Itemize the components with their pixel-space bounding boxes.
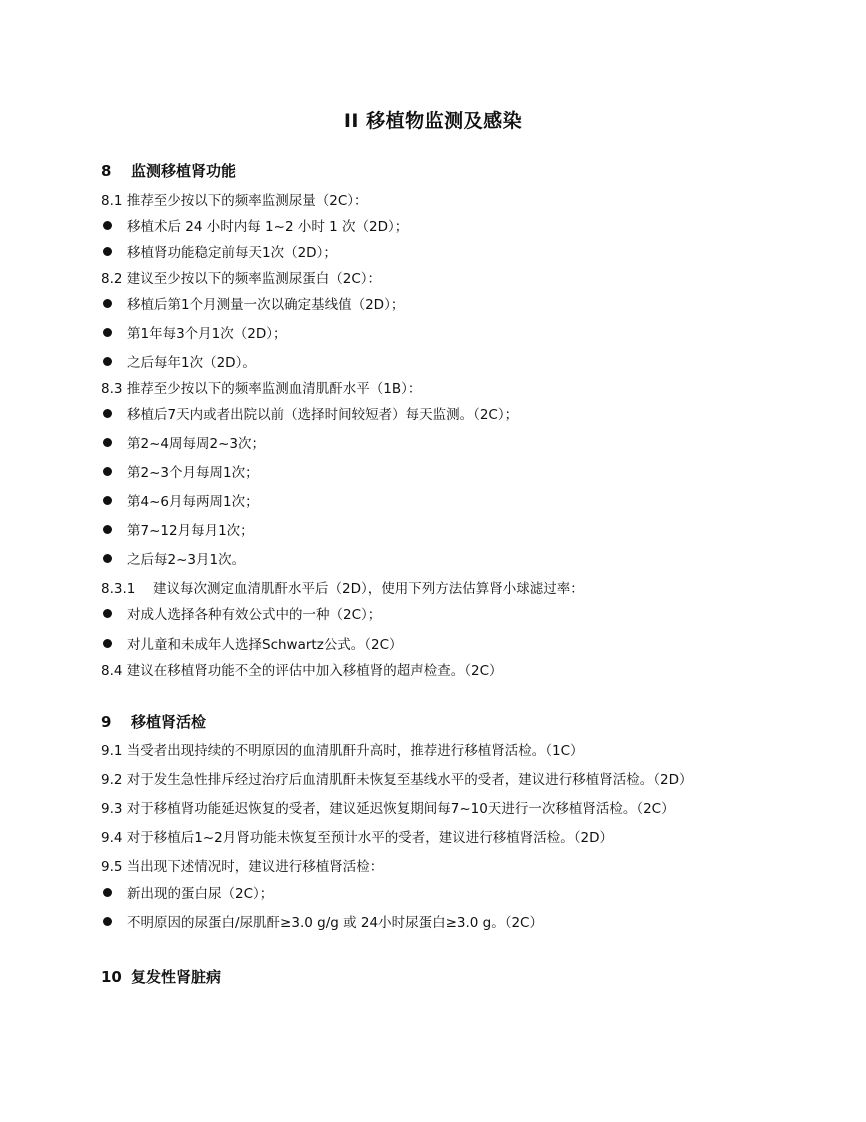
bullet-text: 第7~12月每月1次； — [127, 523, 254, 539]
bullet-text: 对成人选择各种有效公式中的一种（2C）； — [127, 607, 382, 623]
bullet-item — [101, 241, 337, 261]
section-title: 移植肾活检 — [131, 713, 207, 731]
bullet-text: 之后每年1次（2D）。 — [127, 355, 256, 371]
section-title: 复发性肾脏病 — [131, 968, 222, 986]
item-number: 8.3.1 — [101, 581, 136, 597]
bullet-text: 移植后第1个月测量一次以确定基线值（2D）； — [127, 297, 405, 313]
bullet-text: 移植后7天内或者出院以前（选择时间较短者）每天监测。（2C）； — [127, 407, 519, 423]
bullet-text: 移植术后 24 小时内每 1~2 小时 1 次（2D）； — [127, 219, 409, 235]
bullet-item — [101, 548, 245, 568]
section-title: 监测移植肾功能 — [131, 162, 237, 180]
bullet-dot-icon — [103, 357, 112, 366]
bullet-item — [101, 911, 543, 931]
section-number: 9 — [101, 712, 112, 731]
bullet-dot-icon — [103, 609, 112, 618]
section-number: 10 — [101, 967, 122, 986]
item-8-2: 8.2 建议至少按以下的频率监测尿蛋白（2C）： — [101, 271, 382, 287]
item-9-5: 9.5 当出现下述情况时，建议进行移植肾活检： — [101, 859, 384, 875]
bullet-item — [101, 490, 259, 510]
bullet-item — [101, 603, 381, 623]
bullet-dot-icon — [103, 409, 112, 418]
bullet-dot-icon — [103, 438, 112, 447]
bullet-text: 之后每2~3月1次。 — [127, 552, 246, 568]
bullet-dot-icon — [103, 221, 112, 230]
bullet-text: 对儿童和未成年人选择Schwartz公式。（2C） — [127, 637, 403, 653]
bullet-dot-icon — [103, 888, 112, 897]
bullet-dot-icon — [103, 328, 112, 337]
bullet-dot-icon — [103, 554, 112, 563]
section-heading-8 — [101, 160, 236, 181]
bullet-dot-icon — [103, 639, 112, 648]
bullet-text: 不明原因的尿蛋白/尿肌酐≥3.0 g/g 或 24小时尿蛋白≥3.0 g。（2C） — [127, 915, 543, 931]
item-9-3: 9.3 对于移植肾功能延迟恢复的受者，建议延迟恢复期间每7~10天进行一次移植肾活检。（2C） — [101, 801, 675, 817]
item-9-2: 9.2 对于发生急性排斥经过治疗后血清肌酐未恢复至基线水平的受者，建议进行移植肾活检。（2D） — [101, 772, 693, 788]
bullet-dot-icon — [103, 496, 112, 505]
bullet-text: 第1年每3个月1次（2D）； — [127, 326, 287, 342]
bullet-dot-icon — [103, 917, 112, 926]
bullet-text: 移植肾功能稳定前每天1次（2D）； — [127, 245, 337, 261]
bullet-text: 第4~6月每两周1次； — [127, 494, 259, 510]
item-9-4: 9.4 对于移植后1~2月肾功能未恢复至预计水平的受者，建议进行移植肾活检。（2D） — [101, 830, 613, 846]
bullet-item — [101, 293, 404, 313]
bullet-item — [101, 882, 273, 902]
bullet-dot-icon — [103, 247, 112, 256]
section-heading-10 — [101, 966, 221, 987]
bullet-text: 第2~4周每周2~3次； — [127, 436, 265, 452]
bullet-item — [101, 633, 403, 653]
bullet-item — [101, 432, 265, 452]
bullet-dot-icon — [103, 299, 112, 308]
bullet-item — [101, 215, 408, 235]
bullet-item — [101, 461, 259, 481]
bullet-text: 第2~3个月每周1次； — [127, 465, 259, 481]
section-number: 8 — [101, 161, 112, 180]
bullet-item — [101, 519, 254, 539]
page-title: II 移植物监测及感染 — [343, 110, 523, 132]
item-8-3: 8.3 推荐至少按以下的频率监测血清肌酐水平（1B）： — [101, 381, 422, 397]
bullet-dot-icon — [103, 525, 112, 534]
bullet-item — [101, 322, 287, 342]
bullet-text: 新出现的蛋白尿（2C）； — [127, 886, 274, 902]
item-9-1: 9.1 当受者出现持续的不明原因的血清肌酐升高时，推荐进行移植肾活检。（1C） — [101, 743, 584, 759]
item-text: 建议每次测定血清肌酐水平后（2D），使用下列方法估算肾小球滤过率： — [153, 581, 584, 597]
bullet-dot-icon — [103, 467, 112, 476]
bullet-item — [101, 351, 256, 371]
bullet-item — [101, 403, 518, 423]
item-8-4: 8.4 建议在移植肾功能不全的评估中加入移植肾的超声检查。（2C） — [101, 663, 503, 679]
item-8-1: 8.1 推荐至少按以下的频率监测尿量（2C）： — [101, 193, 368, 209]
section-heading-9 — [101, 711, 206, 732]
item-8-3-1 — [101, 577, 584, 597]
